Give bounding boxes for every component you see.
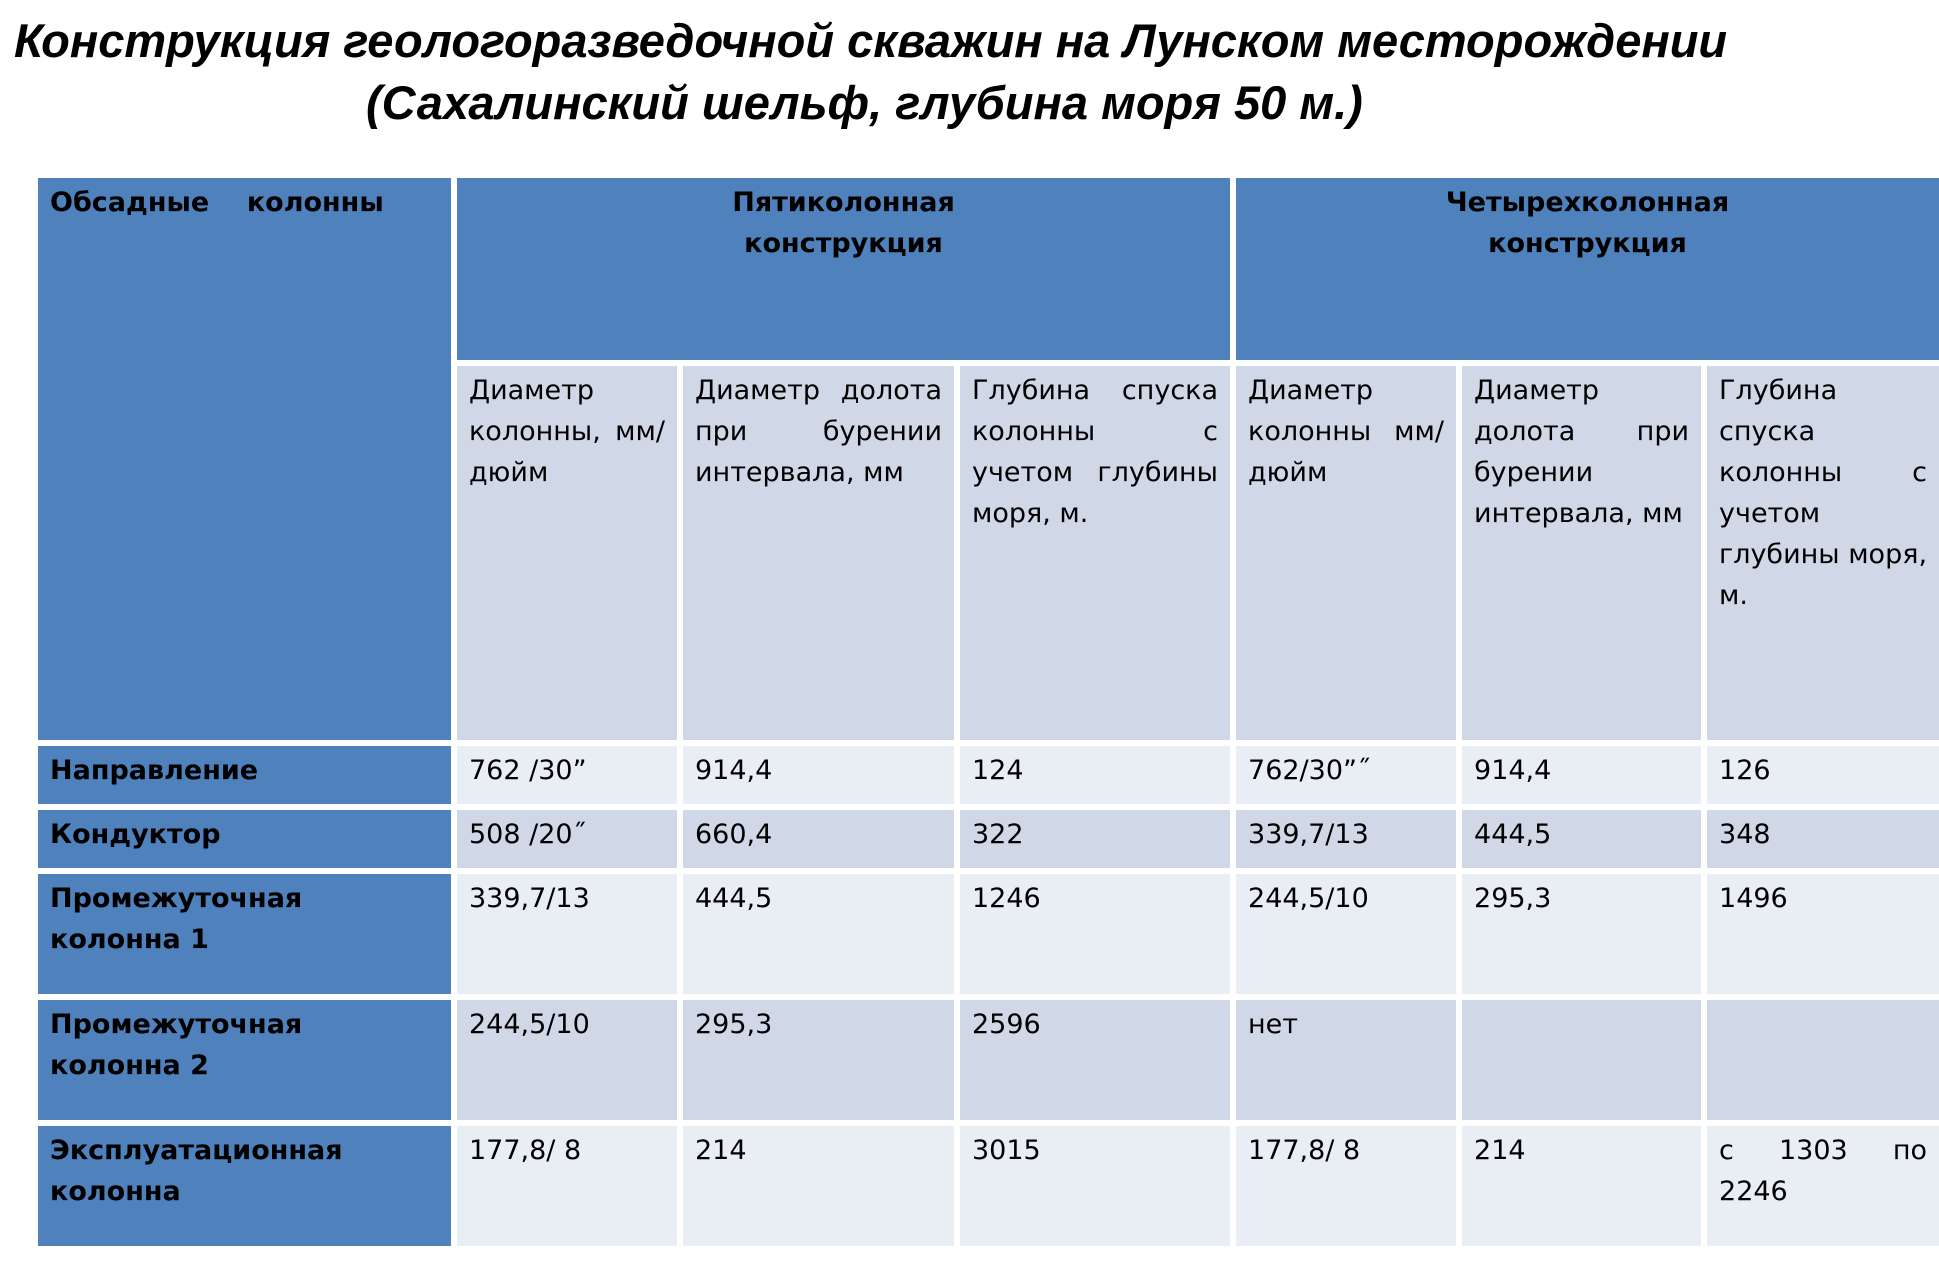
table-row <box>35 807 1939 871</box>
casing-table <box>32 172 1939 1252</box>
four-column-design-header <box>1233 175 1939 363</box>
sub-header-bit-diameter: Диаметр долота при бурении интервала, мм <box>680 363 957 743</box>
table-cell: 214 <box>1459 1123 1704 1249</box>
group-header-row <box>35 175 1939 363</box>
table-row <box>35 743 1939 807</box>
table-cell: 295,3 <box>680 997 957 1123</box>
row-label: Промежуточная колонна 1 <box>35 871 454 997</box>
table-cell: 1246 <box>957 871 1233 997</box>
table-row <box>35 1123 1939 1249</box>
group-header-line: конструкция <box>744 228 943 259</box>
table-cell <box>1459 997 1704 1123</box>
table-cell: 322 <box>957 807 1233 871</box>
sub-header-casing-diameter: Диаметр колонны, мм/дюйм <box>454 363 680 743</box>
table-cell: 762/30”˝ <box>1233 743 1459 807</box>
five-column-design-header <box>454 175 1233 363</box>
table-cell: 444,5 <box>680 871 957 997</box>
table-cell: 1496 <box>1704 871 1939 997</box>
table-cell: 2596 <box>957 997 1233 1123</box>
table-cell: 295,3 <box>1459 871 1704 997</box>
table-cell: 339,7/13 <box>454 871 680 997</box>
table-cell: 244,5/10 <box>1233 871 1459 997</box>
sub-header-setting-depth: Глубина спуска колонны с учетом глубины моря, м. <box>957 363 1233 743</box>
row-label: Направление <box>35 743 454 807</box>
table-cell: 660,4 <box>680 807 957 871</box>
table-cell: 914,4 <box>1459 743 1704 807</box>
title-line-1: Конструкция геологоразведочной скважин на Лунском месторождении <box>14 14 1728 67</box>
row-label: Эксплуатационная колонна <box>35 1123 454 1249</box>
table-cell: 339,7/13 <box>1233 807 1459 871</box>
title-line-2: (Сахалинский шельф, глубина моря 50 м.) <box>366 76 1363 129</box>
table-cell: 348 <box>1704 807 1939 871</box>
table-cell: 444,5 <box>1459 807 1704 871</box>
table-cell <box>1704 997 1939 1123</box>
table-cell: 126 <box>1704 743 1939 807</box>
table-cell: с 1303 по 2246 <box>1704 1123 1939 1249</box>
group-header-line: Четырехколонная <box>1445 187 1730 218</box>
table-cell: 762 /30” <box>454 743 680 807</box>
corner-header: Обсадные колонны <box>35 175 454 743</box>
row-label: Промежуточная колонна 2 <box>35 997 454 1123</box>
table-cell: 177,8/ 8 <box>1233 1123 1459 1249</box>
table-cell: нет <box>1233 997 1459 1123</box>
table-row <box>35 997 1939 1123</box>
row-label: Кондуктор <box>35 807 454 871</box>
sub-header-setting-depth: Глубина спуска колонны с учетом глубины моря, м. <box>1704 363 1939 743</box>
table-cell: 177,8/ 8 <box>454 1123 680 1249</box>
group-header-line: Пятиколонная <box>732 187 955 218</box>
table-cell: 3015 <box>957 1123 1233 1249</box>
table-cell: 124 <box>957 743 1233 807</box>
sub-header-casing-diameter: Диаметр колонны мм/дюйм <box>1233 363 1459 743</box>
table-row <box>35 871 1939 997</box>
table-cell: 914,4 <box>680 743 957 807</box>
table-cell: 508 /20˝ <box>454 807 680 871</box>
sub-header-bit-diameter: Диаметр долота при бурении интервала, мм <box>1459 363 1704 743</box>
table-cell: 244,5/10 <box>454 997 680 1123</box>
table-cell: 214 <box>680 1123 957 1249</box>
group-header-line: конструкция <box>1488 228 1687 259</box>
